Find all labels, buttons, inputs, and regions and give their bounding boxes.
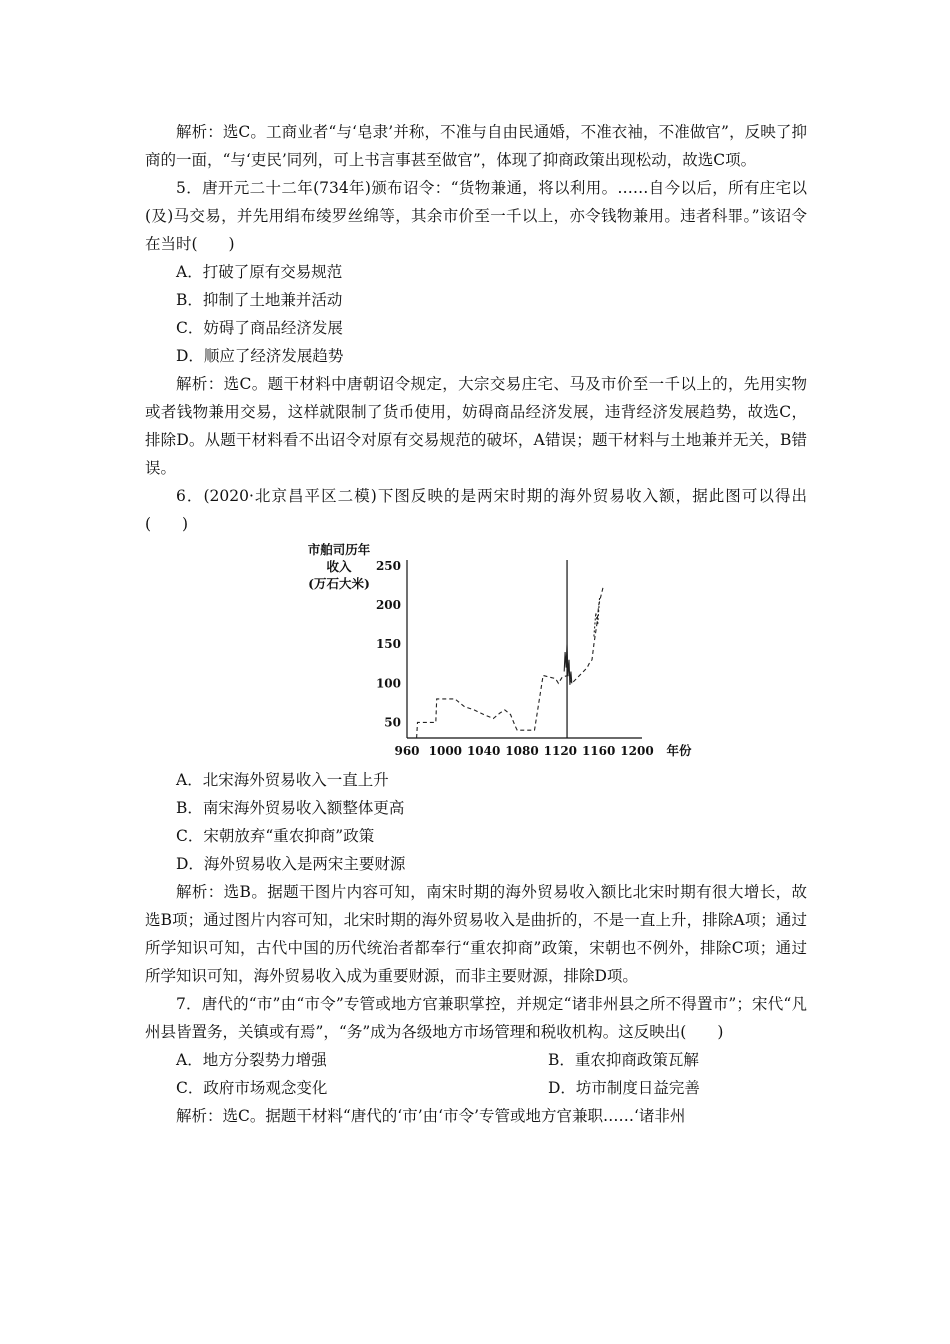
q4-analysis: 解析：选C。工商业者“与‘皂隶’并称，不准与自由民通婚，不准衣袖，不准做官”，反映了抑商的一面，“与‘吏民’同列，可上书言事甚至做官”，体现了抑商政策出现松动，故选C项。: [145, 123, 807, 169]
q6-option-a: A．北宋海外贸易收入一直上升: [176, 771, 389, 789]
y-axis-label: 市舶司历年: [307, 542, 371, 557]
series-line-dotted: [594, 597, 600, 636]
x-tick-label: 1120: [543, 744, 578, 758]
q6-stem: 6．(2020·北京昌平区二模)下图反映的是两宋时期的海外贸易收入额，据此图可以得出( ): [145, 487, 807, 533]
y-tick-label: 100: [375, 676, 401, 691]
y-tick-label: 250: [375, 559, 401, 573]
q7-options-row-2: [145, 1074, 807, 1102]
q5-analysis: 解析：选C。题干材料中唐朝诏令规定，大宗交易庄宅、马及市价至一千以上的，先用实物或者钱物兼用交易，这样就限制了货币使用，妨碍商品经济发展，违背经济发展趋势，故选C，排除D。从题干材料看不出诏令对原有交易规范的破坏，A错误；题干材料与土地兼并无关，B错误。: [145, 375, 807, 477]
q5-option-b: B．抑制了土地兼并活动: [176, 291, 343, 309]
q5-stem: 5．唐开元二十二年(734年)颁布诏令：“货物兼通，将以利用。……自今以后，所有庄宅以(及)马交易，并先用绢布绫罗丝绵等，其余市价至一千以上，亦令钱物兼用。违者科罪。”该诏令在当时( ): [145, 179, 807, 253]
q5-option-a: A．打破了原有交易规范: [176, 263, 343, 281]
trade-revenue-chart: [145, 542, 807, 762]
x-tick-label: 1000: [428, 744, 463, 758]
q7-stem: 7．唐代的“市”由“市令”专管或地方官兼职掌控，并规定“诸非州县之所不得置市”；宋代“凡州县皆置务，关镇或有焉”，“务”成为各级地方市场管理和税收机构。这反映出( ): [145, 995, 807, 1041]
y-tick-label: 200: [375, 598, 401, 613]
q7-analysis: 解析：选C。据题干材料“唐代的‘市’由‘市令’专管或地方官兼职……‘诸非州: [176, 1107, 686, 1125]
q7-options-row-1: [145, 1046, 807, 1074]
q5-option-c: C．妨碍了商品经济发展: [176, 319, 343, 337]
series-line-solid: [564, 644, 572, 685]
x-tick-label: 1200: [620, 744, 654, 758]
q7-option-c: C．政府市场观念变化: [176, 1079, 328, 1097]
y-axis-label: 收入: [326, 559, 352, 574]
q5-option-d: D．顺应了经济发展趋势: [176, 347, 344, 365]
series-line-dashed: [417, 586, 604, 739]
x-tick-label: 960: [394, 744, 420, 758]
chart-svg: [295, 542, 692, 762]
q6-option-d: D．海外贸易收入是两宋主要财源: [176, 855, 406, 873]
y-axis-label: (万石大米): [308, 576, 370, 591]
x-tick-label: 1080: [505, 744, 539, 758]
x-axis-label: 年份: [666, 743, 692, 758]
q6-option-c: C．宋朝放弃“重农抑商”政策: [176, 827, 375, 845]
document-page: [145, 118, 807, 1130]
q7-option-d: D．坊市制度日益完善: [548, 1079, 700, 1097]
y-tick-label: 150: [375, 637, 401, 652]
q6-analysis: 解析：选B。据题干图片内容可知，南宋时期的海外贸易收入额比北宋时期有很大增长，故选B项；通过图片内容可知，北宋时期的海外贸易收入是曲折的，不是一直上升，排除A项；通过所学知识可知，古代中国的历代统治者都奉行“重农抑商”政策，宋朝也不例外，排除C项；通过所学知识可知，海外贸易收入成为重要财源，而非主要财源，排除D项。: [145, 883, 807, 985]
q7-option-a: A．地方分裂势力增强: [176, 1051, 327, 1069]
y-tick-label: 50: [384, 715, 401, 730]
q6-option-b: B．南宋海外贸易收入额整体更高: [176, 799, 405, 817]
x-tick-label: 1160: [581, 744, 616, 758]
q7-option-b: B．重农抑商政策瓦解: [548, 1051, 699, 1069]
x-tick-label: 1040: [466, 744, 501, 758]
